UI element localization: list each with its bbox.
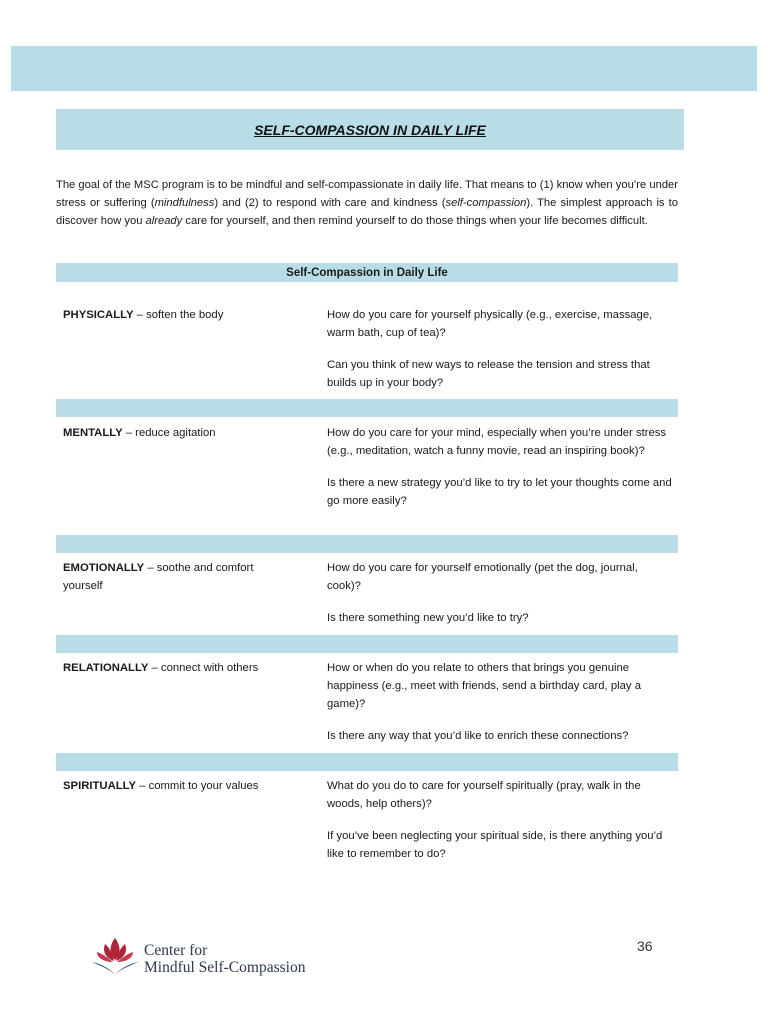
title-banner: [56, 109, 684, 150]
table-header: Self-Compassion in Daily Life: [56, 263, 678, 282]
question-2: Can you think of new ways to release the tension and stress that builds up in your body?: [327, 359, 650, 389]
logo-line-2: Mindful Self-Compassion: [144, 959, 306, 976]
question-1: How or when do you relate to others that brings you genuine happiness (e.g., meet with friends, send a birthday card, play a game)?: [327, 662, 641, 710]
logo-text: [144, 942, 305, 976]
row-label-bold: SPIRITUALLY: [63, 780, 137, 792]
intro-em-self-compassion: self-compassion: [445, 197, 527, 210]
intro-text-1: The goal of the MSC program is to be mindful and self-compassionate in daily life. That means to (1) know when you’re under stress or suffering (: [56, 179, 678, 210]
row-separator: [56, 635, 678, 653]
question-2: Is there a new strategy you’d like to try to let your thoughts come and go more easily?: [327, 477, 672, 507]
row-label-mentally: [63, 424, 293, 442]
row-questions-mentally: [327, 424, 672, 524]
intro-text-2: ) and (2) to respond with care and kindness (: [214, 197, 446, 210]
row-questions-spiritually: [327, 777, 672, 877]
question-2: If you’ve been neglecting your spiritual side, is there anything you’d like to remember to do?: [327, 830, 663, 860]
row-label-bold: MENTALLY: [63, 427, 123, 439]
row-label-emotionally: [63, 559, 293, 595]
row-questions-physically: [327, 306, 672, 406]
question-1: What do you do to care for yourself spiritually (pray, walk in the woods, help others)?: [327, 780, 641, 810]
row-separator: [56, 535, 678, 553]
row-label-bold: PHYSICALLY: [63, 309, 134, 321]
page-title: SELF-COMPASSION IN DAILY LIFE: [254, 121, 486, 138]
row-label-bold: RELATIONALLY: [63, 662, 149, 674]
row-label-spiritually: [63, 777, 293, 795]
lotus-icon: [90, 932, 140, 980]
row-label-physically: [63, 306, 293, 324]
question-1: How do you care for yourself emotionally (pet the dog, journal, cook)?: [327, 562, 638, 592]
intro-em-mindfulness: mindfulness: [154, 197, 215, 210]
msc-logo: [90, 932, 320, 980]
row-questions-relationally: [327, 659, 672, 759]
header-band: [11, 46, 757, 91]
row-label-rest: – reduce agitation: [122, 427, 216, 439]
logo-line-1: Center for: [144, 942, 208, 959]
row-label-bold: EMOTIONALLY: [63, 562, 145, 574]
row-label-relationally: [63, 659, 293, 677]
question-2: Is there any way that you’d like to enrich these connections?: [327, 730, 629, 742]
intro-text-4: care for yourself, and then remind yourself to do those things when your life becomes difficult.: [182, 215, 648, 228]
row-separator: [56, 399, 678, 417]
row-separator: [56, 753, 678, 771]
row-label-rest: – soothe and comfort yourself: [63, 562, 254, 592]
question-1: How do you care for yourself physically (e.g., exercise, massage, warm bath, cup of tea)?: [327, 309, 653, 339]
question-2: Is there something new you’d like to try?: [327, 612, 529, 624]
intro-text-3: ). The simplest approach is to discover how you: [56, 197, 678, 228]
row-label-rest: – connect with others: [148, 662, 259, 674]
row-questions-emotionally: [327, 559, 672, 641]
question-1: How do you care for your mind, especially when you’re under stress (e.g., meditation, watch a funny movie, read an inspiring book)?: [327, 427, 667, 457]
page-number: 36: [637, 938, 653, 954]
intro-em-already: already: [145, 215, 183, 228]
row-label-rest: – soften the body: [133, 309, 224, 321]
intro-paragraph: [56, 176, 678, 231]
row-label-rest: – commit to your values: [136, 780, 259, 792]
